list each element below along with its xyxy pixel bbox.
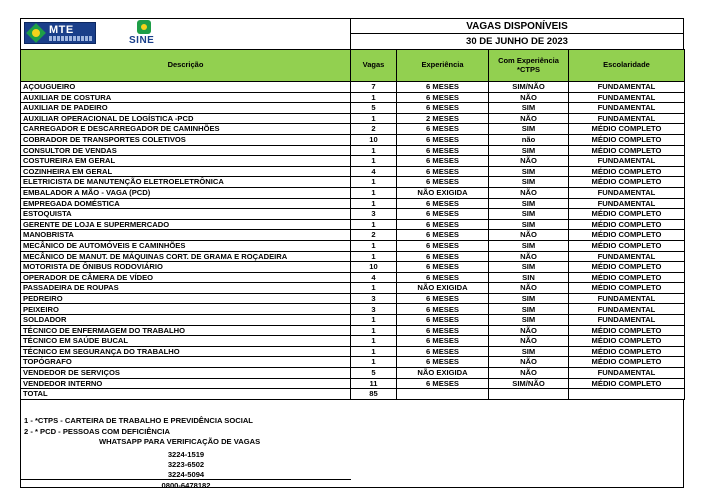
col-header-escolaridade: Escolaridade [569,50,685,82]
divider [21,479,351,480]
row-experiencia: 6 MESES [397,272,489,283]
col-header-experiencia: Experiência [397,50,489,82]
row-experiencia: 6 MESES [397,378,489,389]
total-empty-cell [489,389,569,400]
row-ctps: SIM [489,145,569,156]
row-vagas: 3 [351,293,397,304]
table-row [21,262,685,273]
row-escolaridade: FUNDAMENTAL [569,156,685,167]
total-empty-cell [397,389,489,400]
row-experiencia: 6 MESES [397,145,489,156]
row-experiencia: 6 MESES [397,336,489,347]
row-descricao: AUXILIAR DE PADEIRO [21,103,351,114]
row-escolaridade: FUNDAMENTAL [569,293,685,304]
row-escolaridade: MÉDIO COMPLETO [569,378,685,389]
row-descricao: GERENTE DE LOJA E SUPERMERCADO [21,219,351,230]
row-ctps: SIM [489,304,569,315]
row-vagas: 1 [351,336,397,347]
table-row [21,113,685,124]
table-row [21,283,685,294]
row-vagas: 1 [351,315,397,326]
row-escolaridade: MÉDIO COMPLETO [569,166,685,177]
row-descricao: AUXILIAR DE COSTURA [21,92,351,103]
sheet-header [20,18,684,49]
row-descricao: EMBALADOR A MÃO - VAGA (PCD) [21,187,351,198]
row-ctps: SIM [489,240,569,251]
row-escolaridade: MÉDIO COMPLETO [569,209,685,220]
col-header-vagas: Vagas [351,50,397,82]
table-header-row [21,50,685,82]
row-ctps: NÃO [489,368,569,379]
row-vagas: 1 [351,251,397,262]
row-experiencia: 6 MESES [397,198,489,209]
mte-logo-text: MTE [49,24,74,36]
row-descricao: AÇOUGUEIRO [21,82,351,93]
sine-flag-icon [137,20,151,34]
row-experiencia: 6 MESES [397,230,489,241]
header-titles [351,19,683,50]
phone-number: 3224-1519 [167,450,205,460]
row-vagas: 2 [351,124,397,135]
table-row [21,304,685,315]
brazil-flag-icon [26,23,46,43]
row-vagas: 1 [351,240,397,251]
row-vagas: 5 [351,103,397,114]
table-row [21,187,685,198]
row-ctps: NÃO [489,92,569,103]
row-descricao: COBRADOR DE TRANSPORTES COLETIVOS [21,134,351,145]
row-experiencia: 6 MESES [397,103,489,114]
row-descricao: COZINHEIRA EM GERAL [21,166,351,177]
row-experiencia: 6 MESES [397,251,489,262]
row-descricao: TÉCNICO DE ENFERMAGEM DO TRABALHO [21,325,351,336]
row-descricao: PEDREIRO [21,293,351,304]
row-ctps: NÃO [489,283,569,294]
row-ctps: NÃO [489,230,569,241]
row-escolaridade: FUNDAMENTAL [569,198,685,209]
row-descricao: PEIXEIRO [21,304,351,315]
col-header-descricao: Descrição [21,50,351,82]
total-empty-cell [569,389,685,400]
row-ctps: NÃO [489,336,569,347]
table-row [21,166,685,177]
row-escolaridade: MÉDIO COMPLETO [569,177,685,188]
row-escolaridade: FUNDAMENTAL [569,187,685,198]
row-ctps: SIM/NÃO [489,82,569,93]
table-row [21,357,685,368]
row-ctps: NÃO [489,357,569,368]
row-escolaridade: FUNDAMENTAL [569,368,685,379]
row-experiencia: 6 MESES [397,293,489,304]
table-row [21,378,685,389]
row-ctps: NÃO [489,325,569,336]
row-experiencia: 6 MESES [397,346,489,357]
row-ctps: SIM [489,219,569,230]
row-descricao: PASSADEIRA DE ROUPAS [21,283,351,294]
phone-number: 3224-5094 [167,470,205,480]
row-descricao: ESTOQUISTA [21,209,351,220]
sine-logo-text: SINE [129,35,155,46]
row-vagas: 3 [351,209,397,220]
row-escolaridade: MÉDIO COMPLETO [569,262,685,273]
table-row [21,219,685,230]
row-experiencia: 6 MESES [397,219,489,230]
row-experiencia: 6 MESES [397,325,489,336]
row-ctps: SIM [489,315,569,326]
row-vagas: 4 [351,166,397,177]
page-title: VAGAS DISPONÍVEIS [351,19,683,34]
row-escolaridade: MÉDIO COMPLETO [569,283,685,294]
row-descricao: VENDEDOR INTERNO [21,378,351,389]
row-experiencia: 6 MESES [397,315,489,326]
row-ctps: SIM [489,346,569,357]
total-vagas: 85 [351,389,397,400]
row-descricao: MECÂNICO DE AUTOMÓVEIS E CAMINHÕES [21,240,351,251]
row-escolaridade: FUNDAMENTAL [569,103,685,114]
row-escolaridade: FUNDAMENTAL [569,113,685,124]
row-vagas: 1 [351,145,397,156]
row-descricao: CONSULTOR DE VENDAS [21,145,351,156]
row-escolaridade: MÉDIO COMPLETO [569,325,685,336]
row-ctps: SIM [489,177,569,188]
table-row [21,198,685,209]
table-row [21,293,685,304]
row-descricao: OPERADOR DE CÂMERA DE VÍDEO [21,272,351,283]
row-ctps: SIM [489,293,569,304]
row-ctps: SIM [489,103,569,114]
row-ctps: SIM [489,198,569,209]
total-row [21,389,685,400]
table-row [21,209,685,220]
row-ctps: SIM [489,124,569,135]
mte-logo [24,22,96,44]
table-row [21,103,685,114]
note-ctps: 1 - *CTPS - CARTEIRA DE TRABALHO E PREVIDÊNCIA SOCIAL [24,416,253,426]
row-vagas: 11 [351,378,397,389]
row-experiencia: 6 MESES [397,240,489,251]
row-ctps: não [489,134,569,145]
row-escolaridade: MÉDIO COMPLETO [569,230,685,241]
row-escolaridade: MÉDIO COMPLETO [569,336,685,347]
row-escolaridade: MÉDIO COMPLETO [569,134,685,145]
row-vagas: 1 [351,156,397,167]
row-experiencia: NÃO EXIGIDA [397,368,489,379]
row-descricao: TÉCNICO EM SAÚDE BUCAL [21,336,351,347]
row-vagas: 1 [351,113,397,124]
table-row [21,315,685,326]
row-escolaridade: MÉDIO COMPLETO [569,124,685,135]
row-descricao: SOLDADOR [21,315,351,326]
sine-logo [129,20,159,48]
table-row [21,82,685,93]
row-vagas: 1 [351,198,397,209]
row-ctps: SIM [489,209,569,220]
row-ctps: NÃO [489,113,569,124]
row-experiencia: NÃO EXIGIDA [397,283,489,294]
notes-section [20,400,684,491]
table-row [21,336,685,347]
table-row [21,124,685,135]
row-escolaridade: FUNDAMENTAL [569,251,685,262]
row-descricao: MANOBRISTA [21,230,351,241]
row-ctps: SIN [489,272,569,283]
row-descricao: TÉCNICO EM SEGURANÇA DO TRABALHO [21,346,351,357]
row-ctps: SIM/NÃO [489,378,569,389]
table-row [21,251,685,262]
job-openings-sheet [20,18,684,491]
row-vagas: 10 [351,134,397,145]
table-row [21,156,685,167]
phone-number: 0800-6478182 [161,481,211,491]
row-escolaridade: MÉDIO COMPLETO [569,240,685,251]
table-row [21,92,685,103]
row-descricao: COSTUREIRA EM GERAL [21,156,351,167]
row-vagas: 1 [351,92,397,103]
row-escolaridade: MÉDIO COMPLETO [569,346,685,357]
row-experiencia: 6 MESES [397,156,489,167]
row-experiencia: 6 MESES [397,92,489,103]
mte-subtitle-graphic [49,36,93,41]
row-escolaridade: FUNDAMENTAL [569,304,685,315]
row-descricao: MOTORISTA DE ÔNIBUS RODOVIÁRIO [21,262,351,273]
row-escolaridade: MÉDIO COMPLETO [569,272,685,283]
row-ctps: NÃO [489,187,569,198]
row-vagas: 1 [351,346,397,357]
page-date: 30 DE JUNHO DE 2023 [466,36,568,47]
row-experiencia: 6 MESES [397,209,489,220]
phone-number: 3223-6502 [167,460,205,470]
row-experiencia: 2 MESES [397,113,489,124]
row-experiencia: 6 MESES [397,124,489,135]
table-row [21,134,685,145]
row-descricao: ELETRICISTA DE MANUTENÇÃO ELETROELETRÔNICA [21,177,351,188]
row-escolaridade: FUNDAMENTAL [569,92,685,103]
row-ctps: SIM [489,262,569,273]
vacancies-table [20,49,685,400]
row-descricao: AUXILIAR OPERACIONAL DE LOGÍSTICA -PCD [21,113,351,124]
logos-area [21,19,351,50]
table-row [21,240,685,251]
row-vagas: 5 [351,368,397,379]
table-body [21,82,685,389]
row-ctps: NÃO [489,251,569,262]
table-row [21,368,685,379]
note-pcd: 2 - * PCD - PESSOAS COM DEFICIÊNCIA [24,427,170,437]
row-escolaridade: FUNDAMENTAL [569,315,685,326]
row-vagas: 1 [351,177,397,188]
row-escolaridade: MÉDIO COMPLETO [569,357,685,368]
row-experiencia: 6 MESES [397,357,489,368]
row-descricao: VENDEDOR DE SERVIÇOS [21,368,351,379]
row-descricao: TOPÓGRAFO [21,357,351,368]
row-ctps: NÃO [489,156,569,167]
total-label: TOTAL [21,389,351,400]
row-experiencia: 6 MESES [397,262,489,273]
row-vagas: 1 [351,357,397,368]
table-row [21,325,685,336]
row-descricao: MECÂNICO DE MANUT. DE MÁQUINAS CORT. DE GRAMA E ROÇADEIRA [21,251,351,262]
row-descricao: EMPREGADA DOMÉSTICA [21,198,351,209]
whatsapp-heading: WHATSAPP PARA VERIFICAÇÃO DE VAGAS [99,437,261,447]
row-experiencia: 6 MESES [397,82,489,93]
row-vagas: 10 [351,262,397,273]
row-vagas: 3 [351,304,397,315]
row-vagas: 1 [351,283,397,294]
row-experiencia: 6 MESES [397,304,489,315]
row-escolaridade: MÉDIO COMPLETO [569,219,685,230]
row-escolaridade: FUNDAMENTAL [569,82,685,93]
row-experiencia: 6 MESES [397,177,489,188]
row-ctps: SIM [489,166,569,177]
row-experiencia: NÃO EXIGIDA [397,187,489,198]
row-experiencia: 6 MESES [397,166,489,177]
row-vagas: 2 [351,230,397,241]
table-row [21,272,685,283]
row-vagas: 4 [351,272,397,283]
table-row [21,177,685,188]
row-vagas: 1 [351,325,397,336]
row-vagas: 1 [351,187,397,198]
col-header-com-experiencia: Com Experiência *CTPS [489,50,569,82]
row-experiencia: 6 MESES [397,134,489,145]
table-row [21,145,685,156]
row-escolaridade: MÉDIO COMPLETO [569,145,685,156]
table-row [21,230,685,241]
row-descricao: CARREGADOR E DESCARREGADOR DE CAMINHÕES [21,124,351,135]
row-vagas: 1 [351,219,397,230]
table-row [21,346,685,357]
row-vagas: 7 [351,82,397,93]
